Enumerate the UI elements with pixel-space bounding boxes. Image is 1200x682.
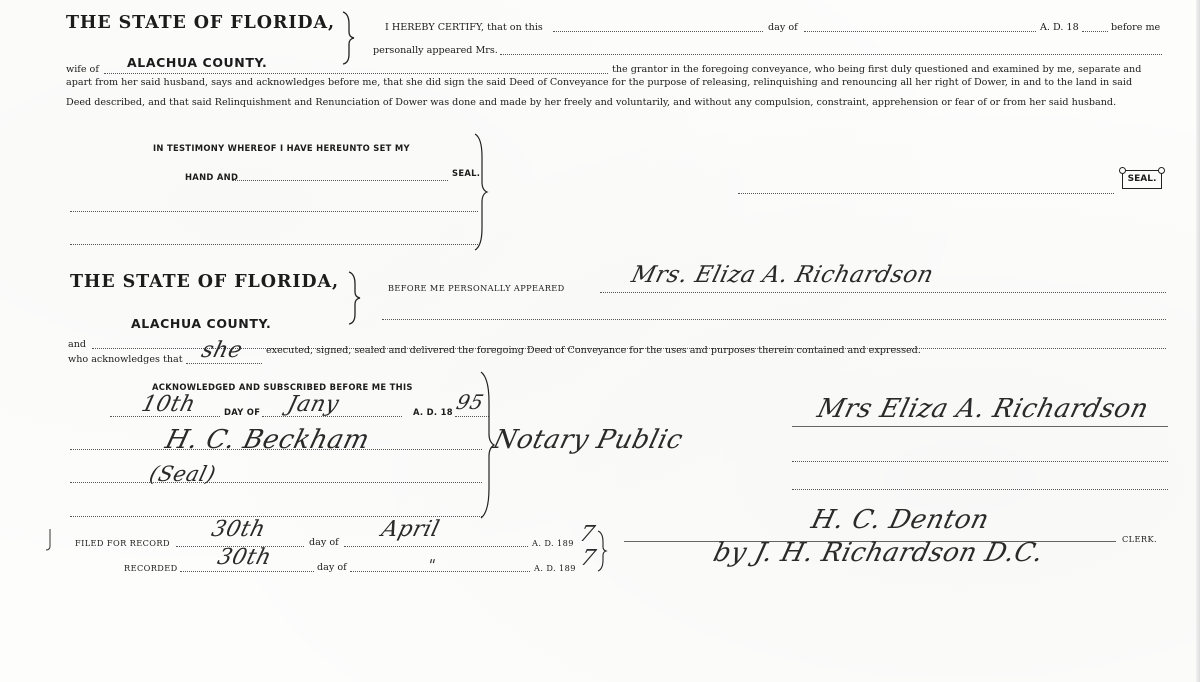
ack-ad18-label: A. D. 18: [413, 407, 453, 417]
wife-of-label: wife of: [66, 64, 99, 75]
acknowledges-pronoun-handwriting: she: [198, 338, 246, 363]
ack-day-handwriting: 10th: [138, 392, 199, 417]
filed-for-record-label: FILED FOR RECORD: [75, 538, 170, 548]
deed-text: Deed described, and that said Relinquishment and Renunciation of Dower was done and made by her freely and voluntarily, and without any compulsion, constraint, apprehension or fear of or from her said husband.: [66, 97, 1117, 108]
recorded-month-handwriting: ": [425, 556, 438, 574]
deputy-clerk-signature: by J. H. Richardson D.C.: [710, 538, 1047, 568]
day-of-label-1: day of: [768, 22, 798, 33]
filed-month-line: [344, 546, 528, 547]
filed-month-handwriting: April: [378, 517, 443, 542]
ack-day-of-label: DAY OF: [224, 407, 261, 417]
recorded-day-handwriting: 30th: [214, 545, 275, 570]
notary-signature: H. C. Beckham: [162, 425, 373, 455]
before-me-appeared-label: BEFORE ME PERSONALLY APPEARED: [388, 283, 565, 293]
certify-year-line: [1082, 31, 1108, 32]
grantor-text: the grantor in the foregoing conveyance, who being first duly questioned and examined by me, separate and: [612, 64, 1142, 75]
clerk-signature: H. C. Denton: [808, 505, 993, 535]
notary-title-handwriting: Notary Public: [490, 425, 687, 455]
recorded-ad189-label: A. D. 189: [534, 563, 576, 573]
certify-text: I HEREBY CERTIFY, that on this: [385, 22, 543, 33]
grantor-line-3: [792, 489, 1168, 490]
testimony-text: IN TESTIMONY WHEREOF I HAVE HEREUNTO SET MY: [153, 143, 410, 153]
seal-box: SEAL.: [1122, 170, 1162, 189]
personally-appeared-label: personally appeared Mrs.: [373, 45, 498, 56]
filed-day-handwriting: 30th: [208, 517, 269, 542]
recorded-year-handwriting: 7: [577, 546, 599, 571]
brace-2: [346, 270, 362, 326]
brace-testimony: [472, 132, 490, 252]
recorded-month-line: [350, 571, 530, 572]
appeared-line-2: [600, 292, 1166, 293]
wife-of-line: [104, 73, 608, 74]
filed-ad189-label: A. D. 189: [532, 538, 574, 548]
county-heading-1: ALACHUA COUNTY.: [127, 55, 268, 70]
state-heading-1: THE STATE OF FLORIDA,: [66, 13, 335, 33]
and-label: and: [68, 339, 87, 350]
before-me-label: before me: [1111, 22, 1161, 33]
grantor-signature-line: [792, 426, 1168, 427]
ack-month-handwriting: Jany: [284, 392, 342, 417]
certify-day-line: [553, 31, 763, 32]
appeared-name-line: [500, 54, 1162, 55]
county-heading-2: ALACHUA COUNTY.: [131, 316, 272, 331]
filed-year-handwriting: 7: [576, 522, 598, 547]
notary-line-2: [70, 482, 482, 483]
hand-and-label: HAND AND: [185, 172, 239, 182]
acknowledges-pronoun-line: [186, 363, 262, 364]
apart-text: apart from her said husband, says and acknowledges before me, that she did sign the said Deed of Conveyance for the purpose of releasing, relinquishing and renouncing all her right of Dower, in and to the land in said: [66, 77, 1133, 88]
state-heading-2: THE STATE OF FLORIDA,: [70, 272, 339, 292]
margin-mark: [44, 528, 54, 552]
certify-month-line: [804, 31, 1036, 32]
hand-and-line: [232, 180, 448, 181]
appeared-extra-line: [382, 319, 1166, 320]
ack-year-handwriting: 95: [454, 390, 487, 414]
executed-text: executed, signed, sealed and delivered the foregoing Deed of Conveyance for the uses and purposes therein contained and expressed.: [266, 345, 921, 356]
recorded-day-of-label: day of: [317, 562, 347, 573]
brace-acknowledgment: [477, 370, 497, 520]
seal-label-1: SEAL.: [452, 168, 481, 178]
appeared-name-handwriting: Mrs. Eliza A. Richardson: [628, 262, 937, 288]
acknowledges-label: who acknowledges that: [68, 354, 183, 365]
testimony-line-2: [70, 244, 478, 245]
ad18-label-1: A. D. 18: [1040, 22, 1079, 33]
brace-1: [340, 10, 356, 66]
ack-subscribed-text: ACKNOWLEDGED AND SUBSCRIBED BEFORE ME THIS: [152, 382, 413, 392]
recorded-day-line: [180, 571, 314, 572]
testimony-line-1: [70, 211, 478, 212]
seal-handwriting: (Seal): [147, 462, 219, 486]
recorded-label: RECORDED: [124, 563, 178, 573]
officer-signature-line: [738, 193, 1114, 194]
filed-day-of-label: day of: [309, 537, 339, 548]
brace-filing: [596, 530, 608, 572]
scan-edge: [1196, 0, 1200, 682]
grantor-line-2: [792, 461, 1168, 462]
grantor-signature: Mrs Eliza A. Richardson: [814, 394, 1152, 424]
clerk-label: CLERK.: [1122, 534, 1157, 544]
